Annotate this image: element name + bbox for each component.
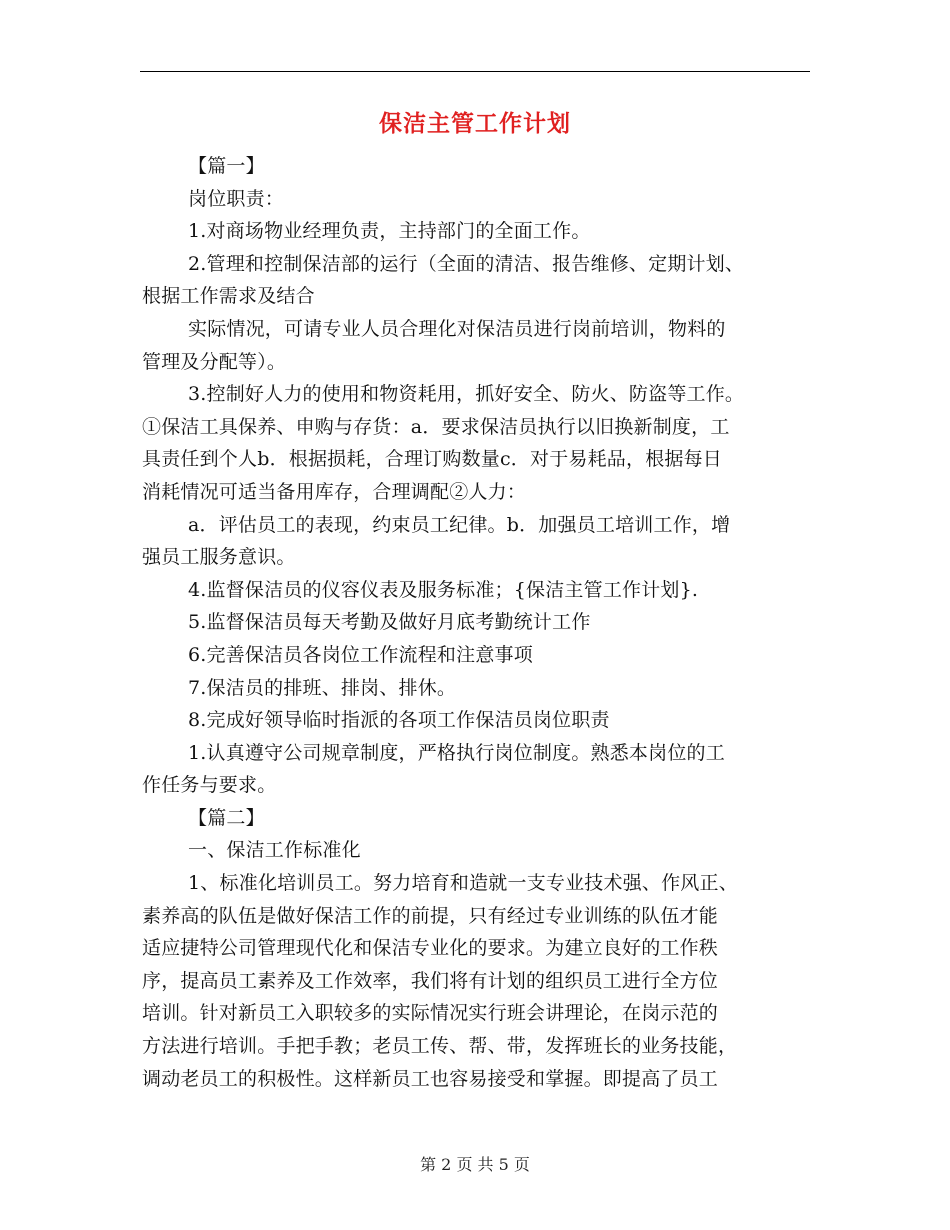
text-line: 一、保洁工作标准化 xyxy=(188,839,361,862)
text-line: 1、标准化培训员工。努力培育和造就一支专业技术强、作风正、 xyxy=(188,872,738,895)
text-line: 消耗情况可适当备用库存，合理调配②人力： xyxy=(142,480,527,503)
text-line: 7.保洁员的排班、排岗、排休。 xyxy=(188,676,457,699)
document-body xyxy=(142,150,808,1095)
text-line: 岗位职责： xyxy=(188,187,285,210)
text-line: 管理及分配等）。 xyxy=(142,350,287,373)
text-line: 【篇一】 xyxy=(188,155,265,177)
text-line: 1.认真遵守公司规章制度，严格执行岗位制度。熟悉本岗位的工 xyxy=(188,741,725,764)
text-line: ①保洁工具保养、申购与存货：a．要求保洁员执行以旧换新制度，工 xyxy=(142,415,730,438)
text-line: 2.管理和控制保洁部的运行（全面的清洁、报告维修、定期计划、 xyxy=(188,252,745,275)
text-line: 3.控制好人力的使用和物资耗用，抓好安全、防火、防盗等工作。 xyxy=(188,383,745,406)
text-line: 作任务与要求。 xyxy=(142,774,277,797)
text-line: 培训。针对新员工入职较多的实际情况实行班会讲理论，在岗示范的 xyxy=(142,1002,719,1025)
text-line: 【篇二】 xyxy=(188,806,265,829)
text-line: 8.完成好领导临时指派的各项工作保洁员岗位职责 xyxy=(188,709,610,732)
page-footer: 第 2 页 共 5 页 xyxy=(420,1155,530,1174)
document-title: 保洁主管工作计划 xyxy=(379,110,571,137)
text-line: 6.完善保洁员各岗位工作流程和注意事项 xyxy=(188,643,533,666)
text-line: 根据工作需求及结合 xyxy=(142,285,315,308)
text-line: 5.监督保洁员每天考勤及做好月底考勤统计工作 xyxy=(188,611,591,634)
text-line: 具责任到个人b．根据损耗，合理订购数量c．对于易耗品，根据每日 xyxy=(142,448,723,471)
header-rule xyxy=(140,71,810,72)
text-line: 方法进行培训。手把手教；老员工传、帮、带，发挥班长的业务技能， xyxy=(142,1035,738,1058)
text-line: 1.对商场物业经理负责，主持部门的全面工作。 xyxy=(188,220,591,243)
text-line: 序，提高员工素养及工作效率，我们将有计划的组织员工进行全方位 xyxy=(142,969,719,992)
text-line: 调动老员工的积极性。这样新员工也容易接受和掌握。即提高了员工 xyxy=(142,1067,719,1090)
text-line: 素养高的队伍是做好保洁工作的前提，只有经过专业训练的队伍才能 xyxy=(142,904,719,927)
text-line: 强员工服务意识。 xyxy=(142,546,296,569)
text-line: a．评估员工的表现，约束员工纪律。b．加强员工培训工作，增 xyxy=(188,513,731,536)
text-line: 4.监督保洁员的仪容仪表及服务标准；{保洁主管工作计划}. xyxy=(188,578,699,601)
text-line: 实际情况，可请专业人员合理化对保洁员进行岗前培训，物料的 xyxy=(188,317,726,340)
text-line: 适应捷特公司管理现代化和保洁专业化的要求。为建立良好的工作秩 xyxy=(142,937,719,960)
